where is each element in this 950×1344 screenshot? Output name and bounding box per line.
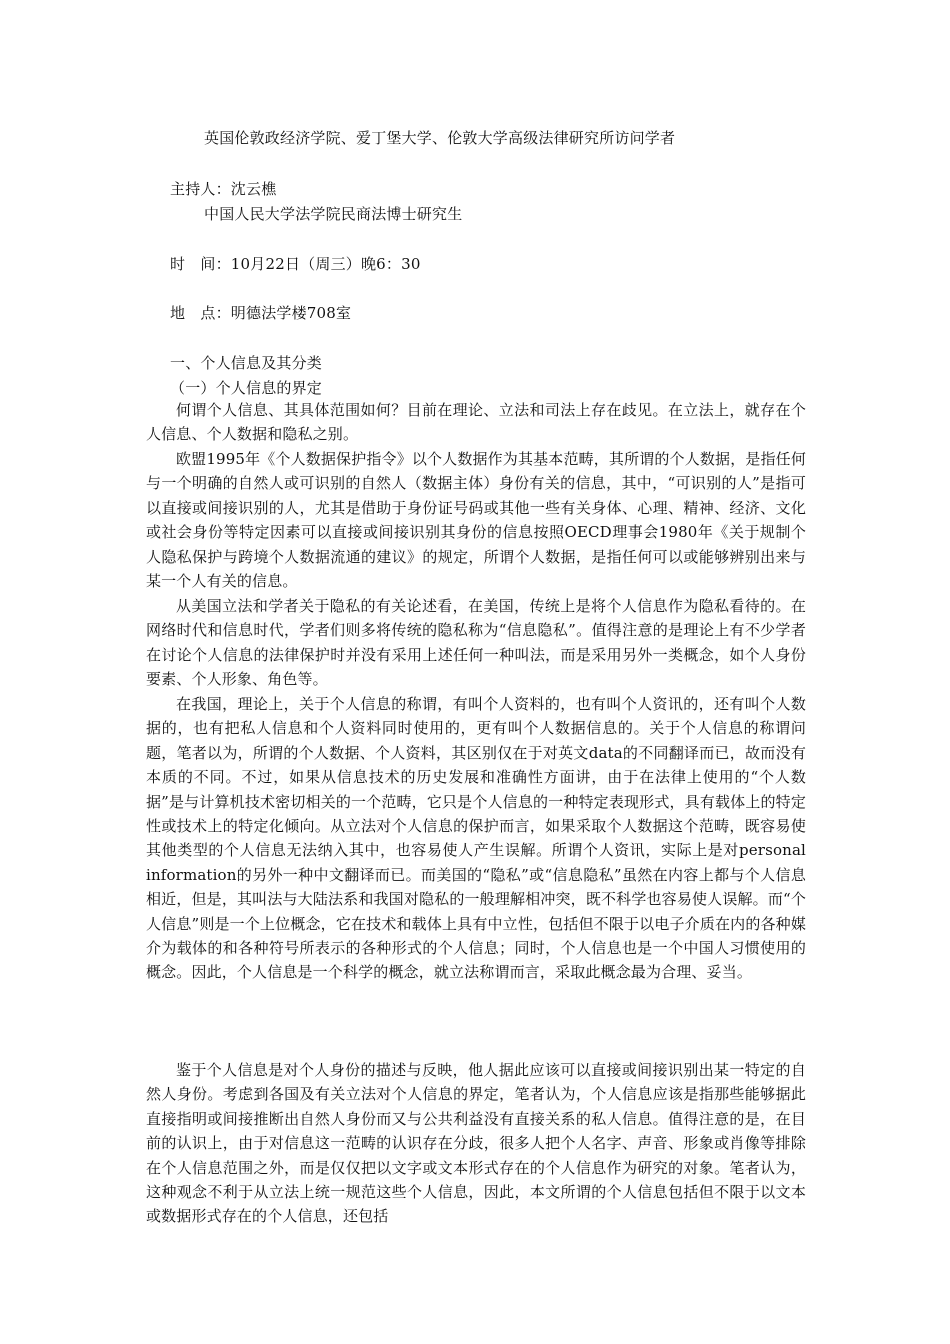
- paragraph: 欧盟1995年《个人数据保护指令》以个人数据作为其基本范畴，其所谓的个人数据，是指任何与一个明确的自然人或可识别的自然人（数据主体）身份有关的信息，其中，“可识别的人”是指可以直接或间接识别的人，尤其是借助于身份证号码或其他一些有关身体、心理、精神、经济、文化或社会身份等特定因素可以直接或间接识别其身份的信息按照OECD理事会1980年《关于规制个人隐私保护与跨境个人数据流通的建议》的规定，所谓个人数据，是指任何可以或能够辨别出来与某一个人有关的信息。: [146, 450, 806, 591]
- event-time: 时 间：10月22日（周三）晚6：30: [170, 255, 421, 273]
- paragraph: 在我国，理论上，关于个人信息的称谓，有叫个人资料的，也有叫个人资讯的，还有叫个人数据的，也有把私人信息和个人资料同时使用的，更有叫个人数据信息的。关于个人信息的称谓问题，笔者以为，所谓的个人数据、个人资料，其区别仅在于对英文data的不同翻译而已，故而没有本质的不同。不过，如果从信息技术的历史发展和准确性方面讲，由于在法律上使用的“个人数据”是与计算机技术密切相关的一个范畴，它只是个人信息的一种特定表现形式，具有载体上的特定性或技术上的特定化倾向。从立法对个人信息的保护而言，如果采取个人数据这个范畴，既容易使其他类型的个人信息无法纳入其中，也容易使人产生误解。所谓个人资讯，实际上是对personal information的另外一种中文翻译而已。而美国的“隐私”或“信息隐私”虽然在内容上都与个人信息相近，但是，其叫法与大陆法系和我国对隐私的一般理解相冲突，既不科学也容易使人误解。而“个人信息”则是一个上位概念，它在技术和载体上具有中立性，包括但不限于以电子介质在内的各种媒介为载体的和各种符号所表示的各种形式的个人信息；同时，个人信息也是一个中国人习惯使用的概念。因此，个人信息是一个科学的概念，就立法称谓而言，采取此概念最为合理、妥当。: [146, 695, 806, 982]
- subsection-heading: （一）个人信息的界定: [170, 379, 323, 397]
- paragraph: 从美国立法和学者关于隐私的有关论述看，在美国，传统上是将个人信息作为隐私看待的。在网络时代和信息时代，学者们则多将传统的隐私称为“信息隐私”。值得注意的是理论上有不少学者在讨论个人信息的法律保护时并没有采用上述任何一种叫法，而是采用另外一类概念，如个人身份要素、个人形象、角色等。: [146, 597, 806, 689]
- host-label: 主持人：沈云樵: [170, 180, 277, 198]
- speaker-affiliation: 英国伦敦政经济学院、爱丁堡大学、伦敦大学高级法律研究所访问学者: [204, 129, 676, 147]
- host-affiliation: 中国人民大学法学院民商法博士研究生: [204, 205, 463, 223]
- event-place: 地 点：明德法学楼708室: [170, 304, 352, 322]
- paragraph: 鉴于个人信息是对个人身份的描述与反映，他人据此应该可以直接或间接识别出某一特定的自然人身份。考虑到各国及有关立法对个人信息的界定，笔者认为，个人信息应该是指那些能够据此直接指明或间接推断出自然人身份而又与公共利益没有直接关系的私人信息。值得注意的是，在目前的认识上，由于对信息这一范畴的认识存在分歧，很多人把个人名字、声音、形象或肖像等排除在个人信息范围之外，而是仅仅把以文字或文本形式存在的个人信息作为研究的对象。笔者认为，这种观念不利于从立法上统一规范这些个人信息，因此，本文所谓的个人信息包括但不限于以文本或数据形式存在的个人信息，还包括: [146, 1061, 806, 1226]
- paragraph: 何谓个人信息、其具体范围如何？目前在理论、立法和司法上存在歧见。在立法上，就存在个人信息、个人数据和隐私之别。: [146, 401, 806, 444]
- section-heading: 一、个人信息及其分类: [170, 354, 323, 372]
